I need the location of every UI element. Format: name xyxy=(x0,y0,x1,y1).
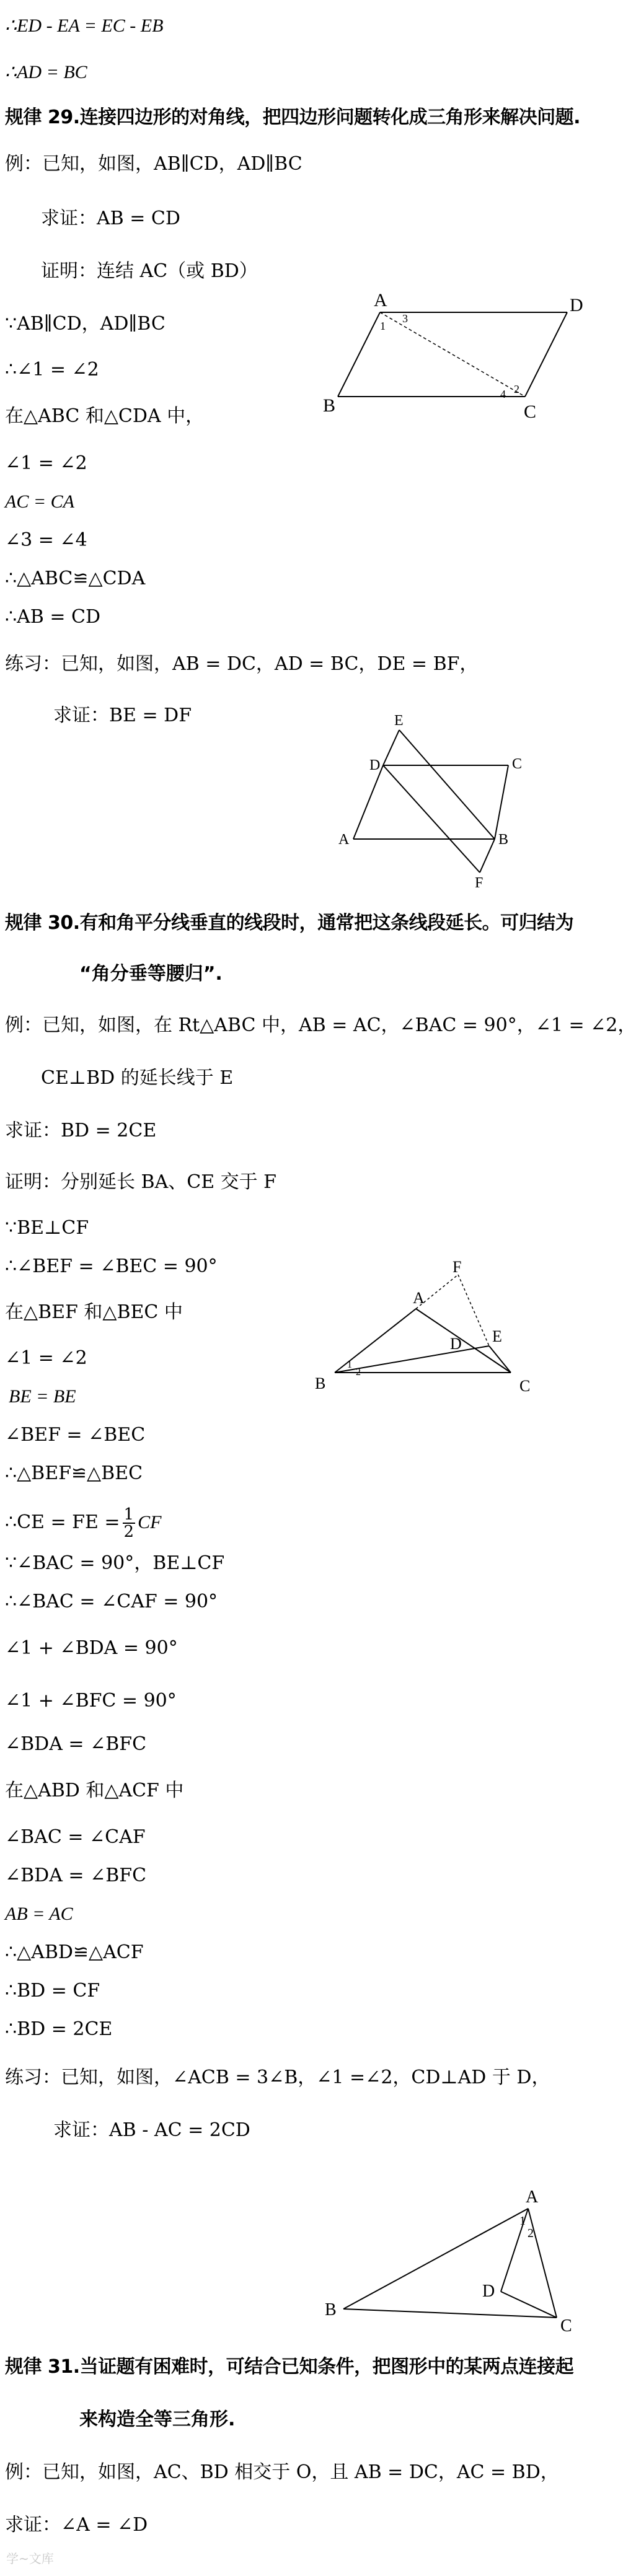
rule-31-heading-cont: 来构造全等三角形. xyxy=(79,2409,236,2430)
proof-line: ∠1 + ∠BFC = 90° xyxy=(5,1690,177,1712)
vertex-label-e: E xyxy=(492,1327,502,1345)
proof-line: ∴∠BEF = ∠BEC = 90° xyxy=(5,1255,218,1277)
figure-exercise-triangle xyxy=(322,2181,583,2336)
segment-ac xyxy=(528,2209,557,2318)
proof-line: ∠BDA = ∠BFC xyxy=(5,1865,147,1886)
vertex-label-b: B xyxy=(325,2300,337,2319)
proof-start: 证明：分别延长 BA、CE 交于 F xyxy=(5,1171,276,1193)
proof-line-fraction xyxy=(5,1503,161,1542)
vertex-label-b: B xyxy=(323,395,336,416)
exercise-statement: 练习：已知，如图，∠ACB = 3∠B，∠1 =∠2，CD⊥AD 于 D， xyxy=(5,2067,550,2088)
prove-statement: 求证：∠A = ∠D xyxy=(5,2514,148,2536)
proof-line: ∴BD = 2CE xyxy=(5,2018,113,2040)
segment-ec xyxy=(489,1346,511,1373)
fraction-suffix: CF xyxy=(138,1512,162,1532)
segment-ed xyxy=(383,730,399,765)
vertex-label-c: C xyxy=(519,1377,531,1395)
figure-exercise-parallelogram xyxy=(335,706,539,892)
example-statement-cont: CE⊥BD 的延长线于 E xyxy=(41,1067,234,1089)
proof-line: ∠3 = ∠4 xyxy=(5,529,87,551)
example-statement: 例：已知，如图，AB∥CD，AD∥BC xyxy=(5,153,303,175)
vertex-label-d: D xyxy=(570,295,583,315)
proof-line: ∴AB = CD xyxy=(5,606,101,628)
segment-dc xyxy=(501,2292,557,2318)
example-statement: 例：已知，如图，AC、BD 相交于 O，且 AB = DC，AC = BD， xyxy=(5,2461,559,2483)
fraction-one-half xyxy=(123,1506,136,1540)
angle-label-1: 1 xyxy=(347,1360,352,1370)
segment-ba xyxy=(343,2209,528,2309)
proof-line: ∴∠1 = ∠2 xyxy=(5,359,99,380)
prove-statement: 求证：BD = 2CE xyxy=(5,1120,157,1141)
vertex-label-a: A xyxy=(338,832,350,848)
vertex-label-c: C xyxy=(512,756,523,772)
vertex-label-c: C xyxy=(524,402,537,422)
segment-cd xyxy=(525,312,567,397)
rule-30-mnemonic: “角分垂等腰归”. xyxy=(79,963,223,985)
proof-line: 在△ABC 和△CDA 中， xyxy=(5,405,205,427)
angle-label-1: 1 xyxy=(380,320,386,332)
text-line: ∴AD = BC xyxy=(5,62,87,82)
proof-line: ∵BE⊥CF xyxy=(5,1217,89,1239)
figure-parallelogram xyxy=(319,286,611,429)
segment-ab xyxy=(338,312,380,397)
angle-label-4: 4 xyxy=(500,388,506,400)
proof-line: ∠1 + ∠BDA = 90° xyxy=(5,1637,178,1659)
vertex-label-f: F xyxy=(453,1258,462,1276)
angle-label-2: 2 xyxy=(514,383,519,395)
angle-label-2: 2 xyxy=(528,2227,534,2240)
proof-line: AC = CA xyxy=(5,491,74,512)
segment-df xyxy=(383,765,480,873)
rule-29-heading: 规律 29.连接四边形的对角线，把四边形问题转化成三角形来解决问题. xyxy=(5,107,580,128)
angle-label-1: 1 xyxy=(519,2214,526,2228)
vertex-label-f: F xyxy=(475,875,484,891)
proof-line: ∴△BEF≌△BEC xyxy=(5,1462,143,1484)
proof-line: 在△ABD 和△ACF 中 xyxy=(5,1780,184,1801)
rule-31-heading: 规律 31.当证题有困难时，可结合已知条件，把图形中的某两点连接起 xyxy=(5,2356,574,2378)
vertex-label-d: D xyxy=(482,2282,495,2301)
prove-statement: 求证：AB - AC = 2CD xyxy=(53,2119,250,2141)
segment-eb xyxy=(399,730,495,839)
proof-line: ∴△ABC≌△CDA xyxy=(5,568,146,589)
proof-line: BE = BE xyxy=(9,1386,76,1407)
proof-line: ∵∠BAC = 90°，BE⊥CF xyxy=(5,1552,225,1574)
prove-statement: 求证：AB = CD xyxy=(41,208,180,229)
fraction-numerator: 1 xyxy=(123,1505,135,1524)
example-statement: 例：已知，如图，在 Rt△ABC 中，AB = AC，∠BAC = 90°，∠1 = ∠2， xyxy=(5,1014,636,1036)
watermark-logo: 学~文库 xyxy=(6,2551,54,2566)
proof-start: 证明：连结 AC（或 BD） xyxy=(41,260,258,282)
proof-line: ∠1 = ∠2 xyxy=(5,1347,87,1369)
extension-fe xyxy=(458,1275,489,1346)
angle-label-2: 2 xyxy=(356,1367,361,1378)
proof-line: ∠BAC = ∠CAF xyxy=(5,1826,146,1848)
segment-fb xyxy=(480,839,495,873)
prove-statement: 求证：BE = DF xyxy=(53,705,192,726)
angle-label-3: 3 xyxy=(402,312,408,325)
vertex-label-d: D xyxy=(450,1335,462,1353)
vertex-label-c: C xyxy=(560,2316,572,2336)
rule-30-heading: 规律 30.有和角平分线垂直的线段时，通常把这条线段延长。可归结为 xyxy=(5,912,574,934)
proof-line: ∠1 = ∠2 xyxy=(5,452,87,474)
proof-line: ∴∠BAC = ∠CAF = 90° xyxy=(5,1591,218,1612)
proof-line: AB = AC xyxy=(5,1904,73,1924)
vertex-label-e: E xyxy=(394,713,404,729)
proof-line: ∵AB∥CD，AD∥BC xyxy=(5,313,166,335)
vertex-label-d: D xyxy=(369,757,381,773)
vertex-label-b: B xyxy=(498,832,509,848)
fraction-denominator: 2 xyxy=(123,1523,135,1541)
proof-line: ∴BD = CF xyxy=(5,1980,100,2002)
vertex-label-b: B xyxy=(315,1374,326,1392)
proof-line: ∴△ABD≌△ACF xyxy=(5,1941,144,1963)
proof-line: ∠BDA = ∠BFC xyxy=(5,1733,147,1755)
diagonal-ac xyxy=(380,312,525,397)
text-line: ∴ED - EA = EC - EB xyxy=(5,15,164,36)
proof-line: 在△BEF 和△BEC 中 xyxy=(5,1301,183,1323)
segment-da xyxy=(353,765,383,839)
vertex-label-a: A xyxy=(413,1289,425,1307)
proof-line: ∠BEF = ∠BEC xyxy=(5,1424,146,1446)
segment-cb xyxy=(495,765,508,839)
segment-bc xyxy=(343,2309,557,2318)
vertex-label-a: A xyxy=(374,290,387,310)
exercise-statement: 练习：已知，如图，AB = DC，AD = BC，DE = BF， xyxy=(5,653,479,675)
figure-angle-bisector-triangle xyxy=(304,1258,552,1407)
fraction-prefix: ∴CE = FE = xyxy=(5,1511,120,1533)
vertex-label-a: A xyxy=(526,2187,539,2207)
